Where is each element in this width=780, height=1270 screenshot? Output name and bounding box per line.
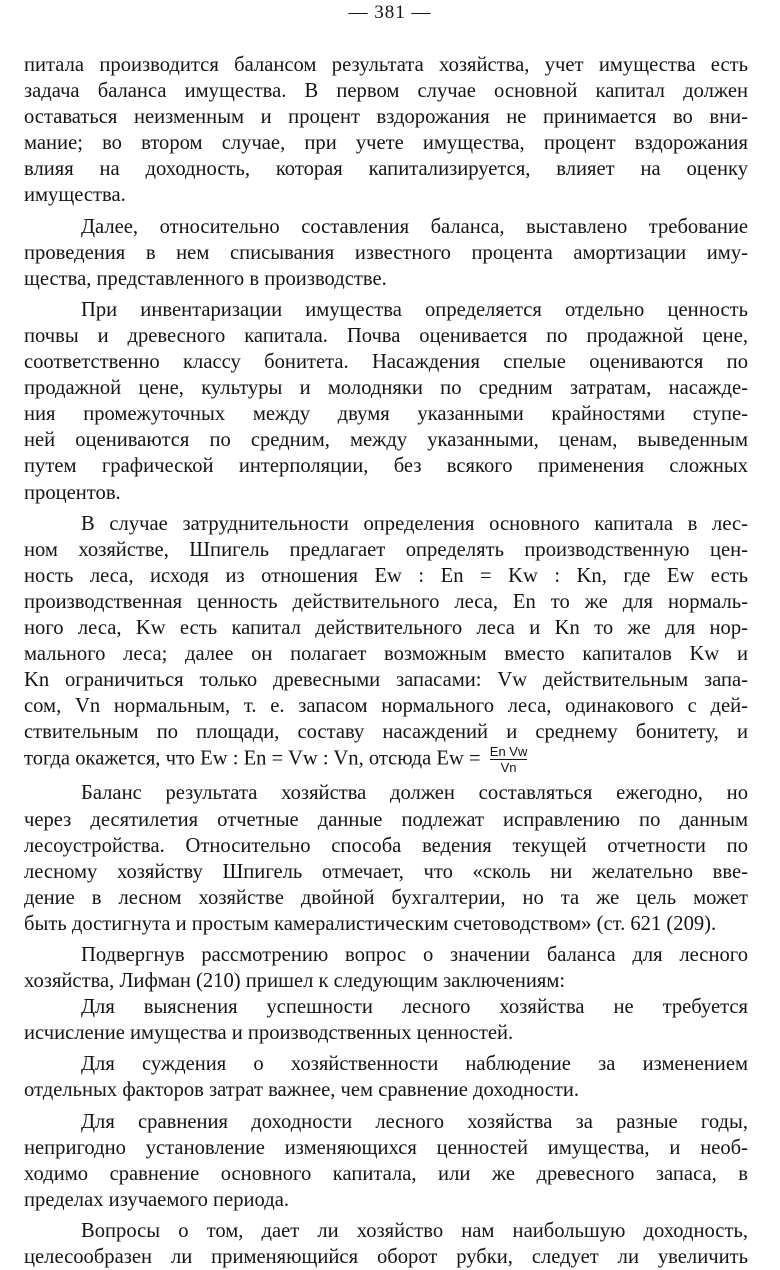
paragraph-spiegel-formula [24, 511, 748, 776]
text-line: исчисление имущества и производственных ценностей. [24, 1022, 514, 1045]
text-line: При инвентаризации имущества определяется отдельно ценность [81, 298, 748, 321]
text-line: задача баланса имущества. В первом случае основной капитал должен [24, 80, 748, 103]
text-line: быть достигнута и простым камералистическим счетоводством» (ст. 621 (209). [24, 912, 717, 935]
text-line: ния промежуточных между двумя указанными крайностями ступе- [24, 403, 748, 426]
text-line: хозяйства, Лифман (210) пришел к следующим заключениям: [24, 970, 566, 993]
text-line: целесообразен ли применяющийся оборот рубки, следует ли увеличить [24, 1246, 748, 1269]
text-line: оставаться неизменным и процент вздорожания не принимается во вни- [24, 106, 748, 129]
text-line: Далее, относительно составления баланса, выставлено требование [81, 215, 748, 238]
formula-line [24, 745, 748, 775]
paragraph-conclusion-1 [24, 994, 748, 1046]
text-line: влияя на доходность, которая капитализируется, влияет на оценку [24, 158, 748, 181]
text-line: путем графической интерполяции, без всякого применения сложных [24, 455, 748, 478]
text-line: ней оцениваются по средним, между указанными, ценам, выведенным [24, 429, 748, 452]
text-line: дение в лесном хозяйстве двойной бухгалтерии, но та же цель может [24, 886, 748, 909]
text-line: Для выяснения успешности лесного хозяйства не требуется [81, 996, 748, 1019]
text-line: производственная ценность действительного леса, En то же для нормаль- [24, 590, 748, 613]
paragraph-conclusion-3 [24, 1109, 748, 1213]
text-line: Для сравнения доходности лесного хозяйства за разные годы, [81, 1110, 748, 1133]
text-line: В случае затруднительности определения основного капитала в лес- [81, 512, 748, 535]
fraction-denominator: Vn [490, 759, 528, 775]
text-line: Подвергнув рассмотрению вопрос о значении баланса для лесного [81, 944, 748, 966]
formula-fraction [490, 745, 528, 775]
paragraph-inventory [24, 297, 748, 506]
text-line: щества, представленного в производстве. [24, 267, 387, 290]
text-line: ность леса, исходя из отношения Ew : En = Kw : Kn, где Ew есть [24, 564, 748, 587]
text-line: пределах изучаемого периода. [24, 1188, 289, 1211]
text-line: ном хозяйстве, Шпигель предлагает определять производственную цен- [24, 538, 748, 561]
text-line: лесоустройства. Относительно способа ведения текущей отчетности по [24, 834, 748, 857]
text-line: сом, Vn нормальным, т. е. запасом нормального леса, одинакового с дей- [24, 695, 748, 718]
text-line: Баланс результата хозяйства должен составляться ежегодно, но [81, 782, 748, 805]
text-line: отдельных факторов затрат важнее, чем сравнение доходности. [24, 1079, 580, 1102]
body-text [24, 52, 748, 1270]
text-line: имущества. [24, 184, 126, 207]
text-line: соответственно классу бонитета. Насаждения спелые оцениваются по [24, 351, 748, 374]
text-line: непригодно установление изменяющихся ценностей имущества, и необ- [24, 1136, 748, 1159]
paragraph-conclusion-2 [24, 1051, 748, 1103]
text-line: ходимо сравнение основного капитала, или же древесного запаса, в [24, 1162, 748, 1185]
fraction-numerator: En Vw [489, 744, 528, 760]
text-line: питала производится балансом результата хозяйства, учет имущества есть [24, 54, 748, 76]
text-line: мание; во втором случае, при учете имущества, процент вздорожания [24, 132, 748, 155]
paragraph-liefmann [24, 942, 748, 994]
text-line: ного леса, Kw есть капитал действительного леса и Kn то же для нор- [24, 616, 748, 639]
text-line: почвы и древесного капитала. Почва оценивается по продажной цене, [24, 324, 748, 347]
paragraph-annual-balance [24, 780, 748, 937]
text-line: процентов. [24, 481, 121, 504]
text-line: мального леса; далее он полагает возможным вместо капиталов Kw и [24, 643, 748, 666]
text-line: Вопросы о том, дает ли хозяйство нам наибольшую доходность, [81, 1219, 748, 1242]
paragraph-amortization [24, 214, 748, 292]
paragraph-questions [24, 1218, 748, 1270]
text-line: лесному хозяйству Шпигель отмечает, что «сколь ни желательно вве- [24, 860, 748, 883]
text-line: Kn ограничиться только древесными запасами: Vw действительным запа- [24, 669, 748, 692]
text-line: продажной цене, культуры и молодняки по средним затратам, насажде- [24, 377, 748, 400]
text-line: проведения в нем списывания известного процента амортизации иму- [24, 241, 748, 264]
text-line: через десятилетия отчетные данные подлежат исправлению по данным [24, 808, 748, 831]
formula-text: тогда окажется, что Ew : En = Vw : Vn, отсюда Ew = [24, 748, 481, 771]
paragraph-capital-balance [24, 52, 748, 209]
page-number: — 381 — [348, 2, 432, 23]
text-line: ствительным по площади, составу насаждений и среднему бонитету, и [24, 721, 748, 744]
text-line: Для суждения о хозяйственности наблюдение за изменением [81, 1053, 748, 1076]
